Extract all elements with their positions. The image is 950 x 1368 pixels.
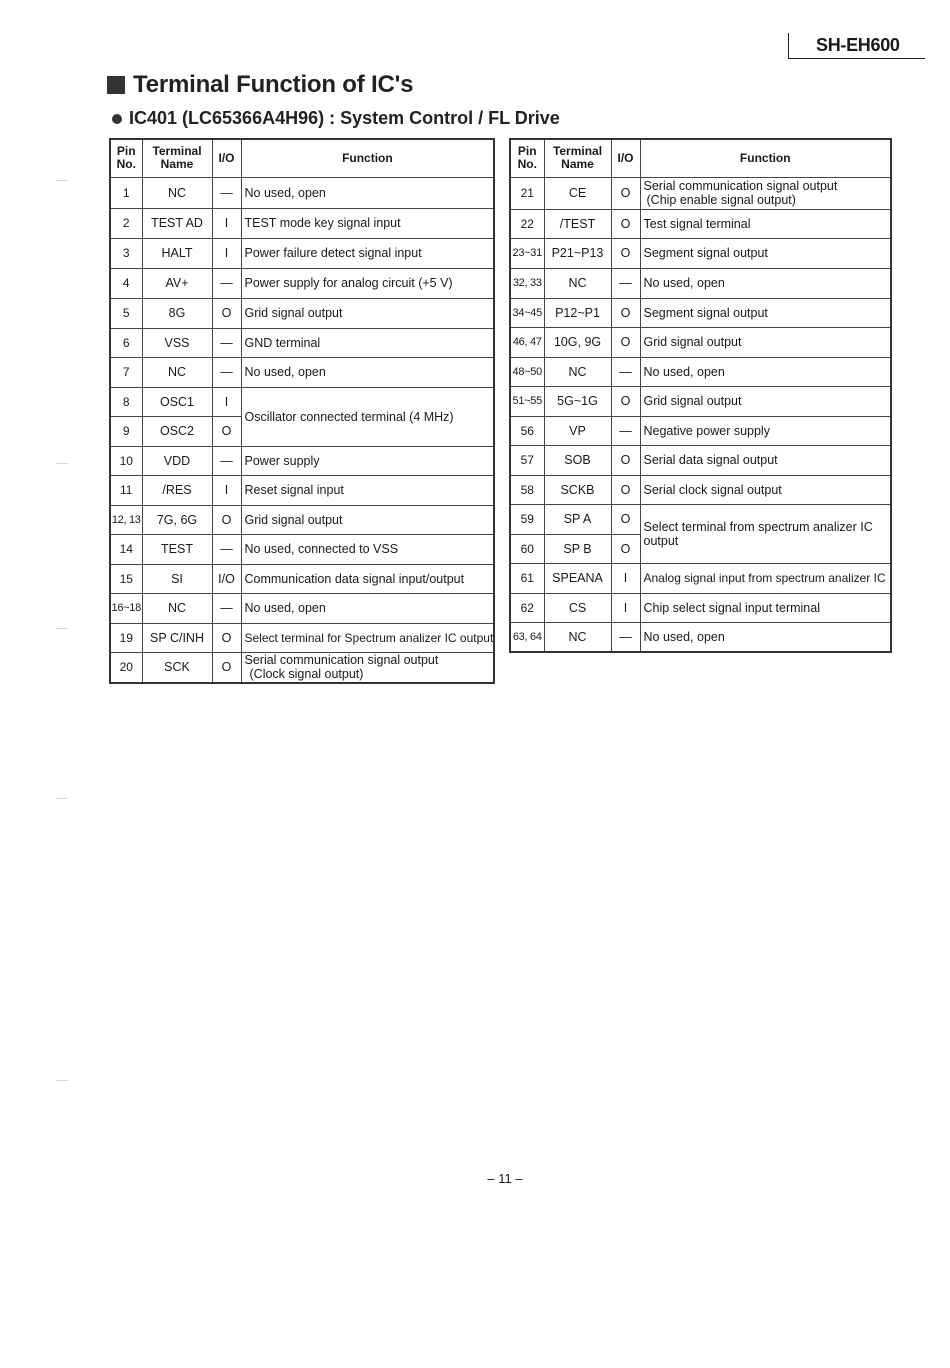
io-type: I	[611, 563, 640, 593]
section-title: Terminal Function of IC's	[133, 71, 414, 98]
round-bullet-icon	[112, 114, 122, 124]
io-type: O	[611, 177, 640, 209]
terminal-name: VDD	[142, 446, 212, 475]
terminal-name: TEST	[142, 534, 212, 564]
table-row	[110, 177, 494, 208]
pin-number: 19	[110, 623, 142, 652]
function-text: No used, open	[241, 593, 494, 623]
terminal-name: /RES	[142, 475, 212, 505]
terminal-name: NC	[544, 622, 611, 652]
pin-number: 62	[510, 593, 544, 622]
terminal-name: SP B	[544, 534, 611, 563]
pin-number: 46, 47	[510, 327, 544, 357]
pin-number: 59	[510, 504, 544, 534]
io-type: O	[212, 298, 241, 328]
pin-number: 61	[510, 563, 544, 593]
terminal-name: NC	[544, 268, 611, 298]
pin-number: 51~55	[510, 386, 544, 416]
terminal-name: NC	[544, 357, 611, 386]
terminal-name: HALT	[142, 238, 212, 268]
pin-number: 34~45	[510, 298, 544, 327]
io-type: I/O	[212, 564, 241, 593]
io-type: O	[611, 209, 640, 238]
table-row	[510, 563, 891, 593]
pin-number: 20	[110, 652, 142, 683]
io-type: O	[611, 534, 640, 563]
terminal-name: SI	[142, 564, 212, 593]
table-row	[510, 504, 891, 534]
pin-number: 16~18	[110, 593, 142, 623]
table-row	[510, 386, 891, 416]
table-row	[110, 593, 494, 623]
table-header-row	[110, 139, 494, 177]
terminal-name: CS	[544, 593, 611, 622]
scan-margin-mark	[56, 798, 68, 799]
function-text	[640, 177, 891, 209]
table-row	[110, 564, 494, 593]
pin-number: 5	[110, 298, 142, 328]
function-text: Grid signal output	[241, 298, 494, 328]
io-type: I	[212, 387, 241, 416]
pin-number: 10	[110, 446, 142, 475]
table-row	[510, 298, 891, 327]
pin-number: 57	[510, 445, 544, 475]
header-io: I/O	[611, 139, 640, 177]
table-header-row	[510, 139, 891, 177]
pin-number: 7	[110, 357, 142, 387]
function-text: Oscillator connected terminal (4 MHz)	[241, 387, 494, 446]
function-text: No used, connected to VSS	[241, 534, 494, 564]
function-text: Negative power supply	[640, 416, 891, 445]
scan-margin-mark	[56, 1080, 68, 1081]
pin-number: 6	[110, 328, 142, 357]
pin-number: 8	[110, 387, 142, 416]
function-text: Serial data signal output	[640, 445, 891, 475]
table-row	[110, 505, 494, 534]
function-text: GND terminal	[241, 328, 494, 357]
pin-number: 63, 64	[510, 622, 544, 652]
table-row	[110, 446, 494, 475]
function-text	[241, 652, 494, 683]
function-line-1: Serial communication signal output	[244, 653, 439, 668]
table-row	[110, 623, 494, 652]
table-row	[510, 238, 891, 268]
function-text: Grid signal output	[640, 327, 891, 357]
pin-number: 56	[510, 416, 544, 445]
table-row	[510, 268, 891, 298]
io-type: —	[212, 534, 241, 564]
function-text: Power supply for analog circuit (+5 V)	[241, 268, 494, 298]
terminal-name: VSS	[142, 328, 212, 357]
io-type: O	[611, 445, 640, 475]
io-type: I	[212, 238, 241, 268]
terminal-name: SCKB	[544, 475, 611, 504]
model-number: SH-EH600	[816, 35, 900, 55]
terminal-name: SPEANA	[544, 563, 611, 593]
pin-table-right	[509, 138, 892, 653]
table-row	[510, 475, 891, 504]
io-type: O	[212, 652, 241, 683]
table-row	[510, 209, 891, 238]
scan-margin-mark	[56, 628, 68, 629]
function-text: Power failure detect signal input	[241, 238, 494, 268]
pin-number: 14	[110, 534, 142, 564]
function-text: Communication data signal input/output	[241, 564, 494, 593]
function-line-1: Select terminal from spectrum analizer IC	[643, 519, 873, 534]
pin-number: 11	[110, 475, 142, 505]
function-line-2: (Chip enable signal output)	[646, 193, 796, 207]
io-type: O	[611, 475, 640, 504]
function-text: Grid signal output	[640, 386, 891, 416]
pin-number: 32, 33	[510, 268, 544, 298]
pin-number: 1	[110, 177, 142, 208]
io-type: —	[212, 268, 241, 298]
pin-number: 2	[110, 208, 142, 238]
terminal-name: SP C/INH	[142, 623, 212, 652]
terminal-name: NC	[142, 357, 212, 387]
terminal-name: OSC1	[142, 387, 212, 416]
terminal-name: AV+	[142, 268, 212, 298]
terminal-name: 7G, 6G	[142, 505, 212, 534]
function-text: Serial clock signal output	[640, 475, 891, 504]
table-row	[110, 357, 494, 387]
function-text: Select terminal for Spectrum analizer IC output	[241, 623, 494, 652]
function-text: Power supply	[241, 446, 494, 475]
io-type: O	[611, 327, 640, 357]
terminal-name: 8G	[142, 298, 212, 328]
terminal-name: SP A	[544, 504, 611, 534]
io-type: —	[611, 622, 640, 652]
table-row	[510, 593, 891, 622]
io-type: —	[611, 416, 640, 445]
io-type: O	[611, 504, 640, 534]
io-type: I	[212, 208, 241, 238]
function-text: Segment signal output	[640, 298, 891, 327]
pin-number: 3	[110, 238, 142, 268]
io-type: —	[212, 446, 241, 475]
pin-number: 22	[510, 209, 544, 238]
io-type: —	[212, 593, 241, 623]
header-function: Function	[241, 139, 494, 177]
table-row	[510, 416, 891, 445]
io-type: O	[212, 505, 241, 534]
terminal-name: SCK	[142, 652, 212, 683]
terminal-name: NC	[142, 593, 212, 623]
pin-number: 58	[510, 475, 544, 504]
header-pin-no: Pin No.	[110, 139, 142, 177]
header-pin-no: Pin No.	[510, 139, 544, 177]
ic-subtitle: IC401 (LC65366A4H96) : System Control / FL Drive	[129, 108, 560, 128]
function-text: No used, open	[640, 268, 891, 298]
function-line-1: Serial communication signal output	[643, 179, 838, 193]
terminal-name: OSC2	[142, 416, 212, 446]
terminal-name: CE	[544, 177, 611, 209]
io-type: —	[611, 268, 640, 298]
pin-number: 9	[110, 416, 142, 446]
table-row	[110, 238, 494, 268]
pin-number: 12, 13	[110, 505, 142, 534]
io-type: O	[212, 416, 241, 446]
terminal-name: 10G, 9G	[544, 327, 611, 357]
function-line-2: output	[643, 533, 679, 548]
table-row	[510, 622, 891, 652]
io-type: —	[611, 357, 640, 386]
function-text: Analog signal input from spectrum analizer IC	[640, 563, 891, 593]
terminal-name: SOB	[544, 445, 611, 475]
function-text: Test signal terminal	[640, 209, 891, 238]
function-text: Segment signal output	[640, 238, 891, 268]
table-row	[110, 208, 494, 238]
terminal-name: /TEST	[544, 209, 611, 238]
pin-number: 48~50	[510, 357, 544, 386]
terminal-name: NC	[142, 177, 212, 208]
table-row	[110, 475, 494, 505]
pin-number: 60	[510, 534, 544, 563]
function-text: No used, open	[640, 622, 891, 652]
pin-number: 4	[110, 268, 142, 298]
header-terminal-name: Terminal Name	[142, 139, 212, 177]
table-row	[510, 327, 891, 357]
io-type: O	[611, 238, 640, 268]
scan-margin-mark	[56, 463, 68, 464]
function-text: Reset signal input	[241, 475, 494, 505]
function-text: No used, open	[640, 357, 891, 386]
io-type: —	[212, 177, 241, 208]
io-type: O	[212, 623, 241, 652]
square-bullet-icon	[107, 76, 125, 94]
function-text: Chip select signal input terminal	[640, 593, 891, 622]
function-line-2: (Clock signal output)	[249, 667, 364, 682]
terminal-name: TEST AD	[142, 208, 212, 238]
function-text: No used, open	[241, 357, 494, 387]
io-type: I	[611, 593, 640, 622]
table-row	[110, 298, 494, 328]
io-type: —	[212, 357, 241, 387]
table-row	[110, 328, 494, 357]
io-type: —	[212, 328, 241, 357]
io-type: I	[212, 475, 241, 505]
pin-table-left	[109, 138, 495, 684]
io-type: O	[611, 386, 640, 416]
function-text	[640, 504, 891, 563]
pin-number: 21	[510, 177, 544, 209]
pin-number: 23~31	[510, 238, 544, 268]
scan-margin-mark	[56, 180, 68, 181]
table-row	[510, 445, 891, 475]
table-row	[110, 534, 494, 564]
table-row	[510, 177, 891, 209]
function-text: TEST mode key signal input	[241, 208, 494, 238]
section-title-row	[107, 71, 413, 99]
terminal-name: P12~P1	[544, 298, 611, 327]
io-type: O	[611, 298, 640, 327]
header-terminal-name: Terminal Name	[544, 139, 611, 177]
table-row	[510, 357, 891, 386]
header-function: Function	[640, 139, 891, 177]
function-text: Grid signal output	[241, 505, 494, 534]
terminal-name: P21~P13	[544, 238, 611, 268]
terminal-name: 5G~1G	[544, 386, 611, 416]
header-io: I/O	[212, 139, 241, 177]
page-number: – 11 –	[487, 1171, 523, 1186]
terminal-name: VP	[544, 416, 611, 445]
table-row	[110, 652, 494, 683]
function-text: No used, open	[241, 177, 494, 208]
subtitle-row	[112, 108, 560, 129]
table-row	[110, 387, 494, 416]
pin-number: 15	[110, 564, 142, 593]
table-row	[110, 268, 494, 298]
